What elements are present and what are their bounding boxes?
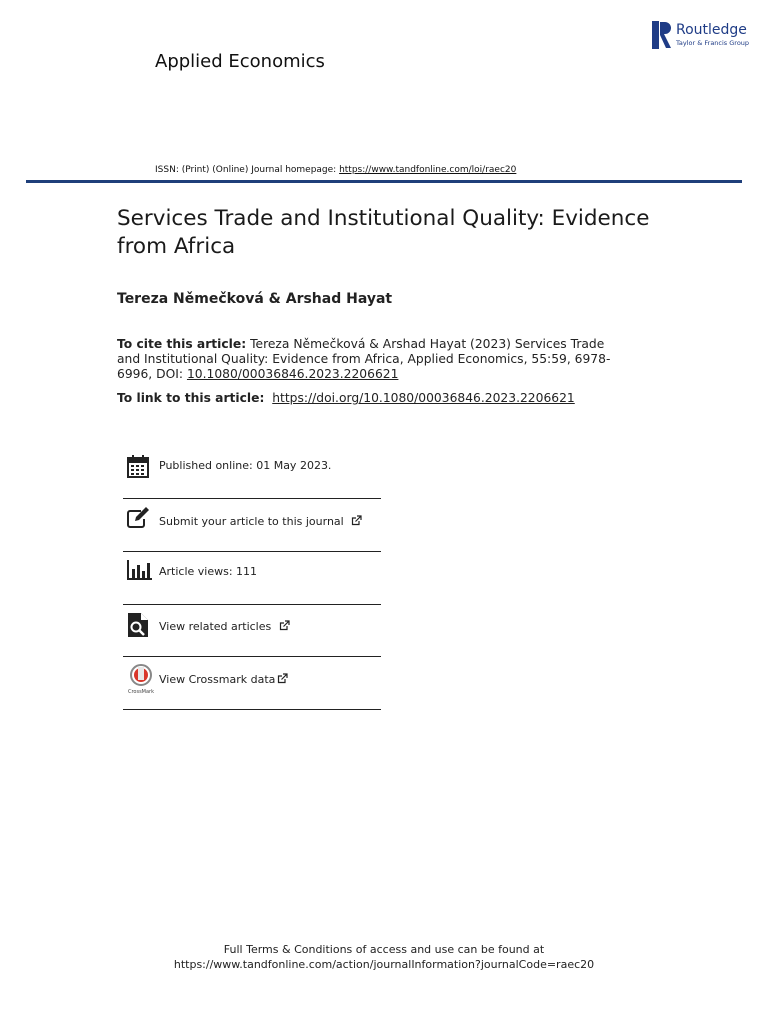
publisher-group: Taylor & Francis Group (676, 39, 750, 47)
citation-text: Tereza Němečková & Arshad Hayat (2023) Services Trade and Institutional Quality: Evidence from Africa, Applied Economics, 55:59, 6978-6996, DOI: (117, 337, 611, 381)
footer-terms-link[interactable]: https://www.tandfonline.com/action/journalInformation?journalCode=raec20 (173, 958, 595, 971)
article-doi-link[interactable]: https://doi.org/10.1080/00036846.2023.2206621 (272, 391, 575, 405)
link-label: To link to this article: (117, 391, 265, 405)
journal-homepage-link[interactable]: https://www.tandfonline.com/loi/raec20 (339, 165, 517, 175)
calendar-icon (127, 454, 149, 478)
external-link-icon (277, 673, 288, 684)
related-articles-label: View related articles (159, 620, 290, 633)
external-link-icon (351, 515, 362, 526)
published-row (123, 454, 381, 480)
issn-text: ISSN: (Print) (Online) Journal homepage: (155, 165, 340, 175)
external-link-icon (279, 620, 290, 631)
row-divider (123, 604, 381, 605)
crossmark-link[interactable] (123, 664, 381, 694)
journal-name: Applied Economics (155, 51, 325, 72)
citation-doi-link[interactable]: 10.1080/00036846.2023.2206621 (186, 367, 399, 381)
article-title: Services Trade and Institutional Quality: Evidence from Africa (117, 206, 650, 259)
submit-article-label: Submit your article to this journal (159, 515, 362, 528)
publisher-brand: Routledge (676, 22, 747, 38)
bar-chart-icon (127, 560, 153, 580)
article-views: Article views: 111 (159, 565, 258, 578)
row-divider (123, 709, 381, 710)
edit-icon (127, 507, 151, 529)
footer-terms: Full Terms & Conditions of access and use can be found at (223, 943, 545, 956)
citation-label: To cite this article: (117, 337, 247, 351)
search-document-icon (127, 612, 149, 638)
crossmark-icon (127, 664, 155, 694)
citation-block (117, 337, 627, 382)
crossmark-label: View Crossmark data (159, 673, 288, 686)
related-articles-link[interactable] (123, 612, 381, 638)
publisher-logo[interactable] (652, 20, 752, 50)
routledge-r-icon (652, 21, 672, 49)
crossmark-caption: CrossMark (127, 689, 155, 694)
row-divider (123, 551, 381, 552)
submit-article-link[interactable] (123, 506, 381, 534)
article-views-row (123, 559, 381, 583)
row-divider (123, 498, 381, 499)
published-date: Published online: 01 May 2023. (159, 459, 332, 472)
article-authors: Tereza Němečková & Arshad Hayat (117, 291, 393, 307)
footer (0, 942, 768, 972)
issn-line (155, 165, 516, 175)
header-divider (26, 180, 742, 183)
row-divider (123, 656, 381, 657)
link-line (117, 391, 575, 405)
